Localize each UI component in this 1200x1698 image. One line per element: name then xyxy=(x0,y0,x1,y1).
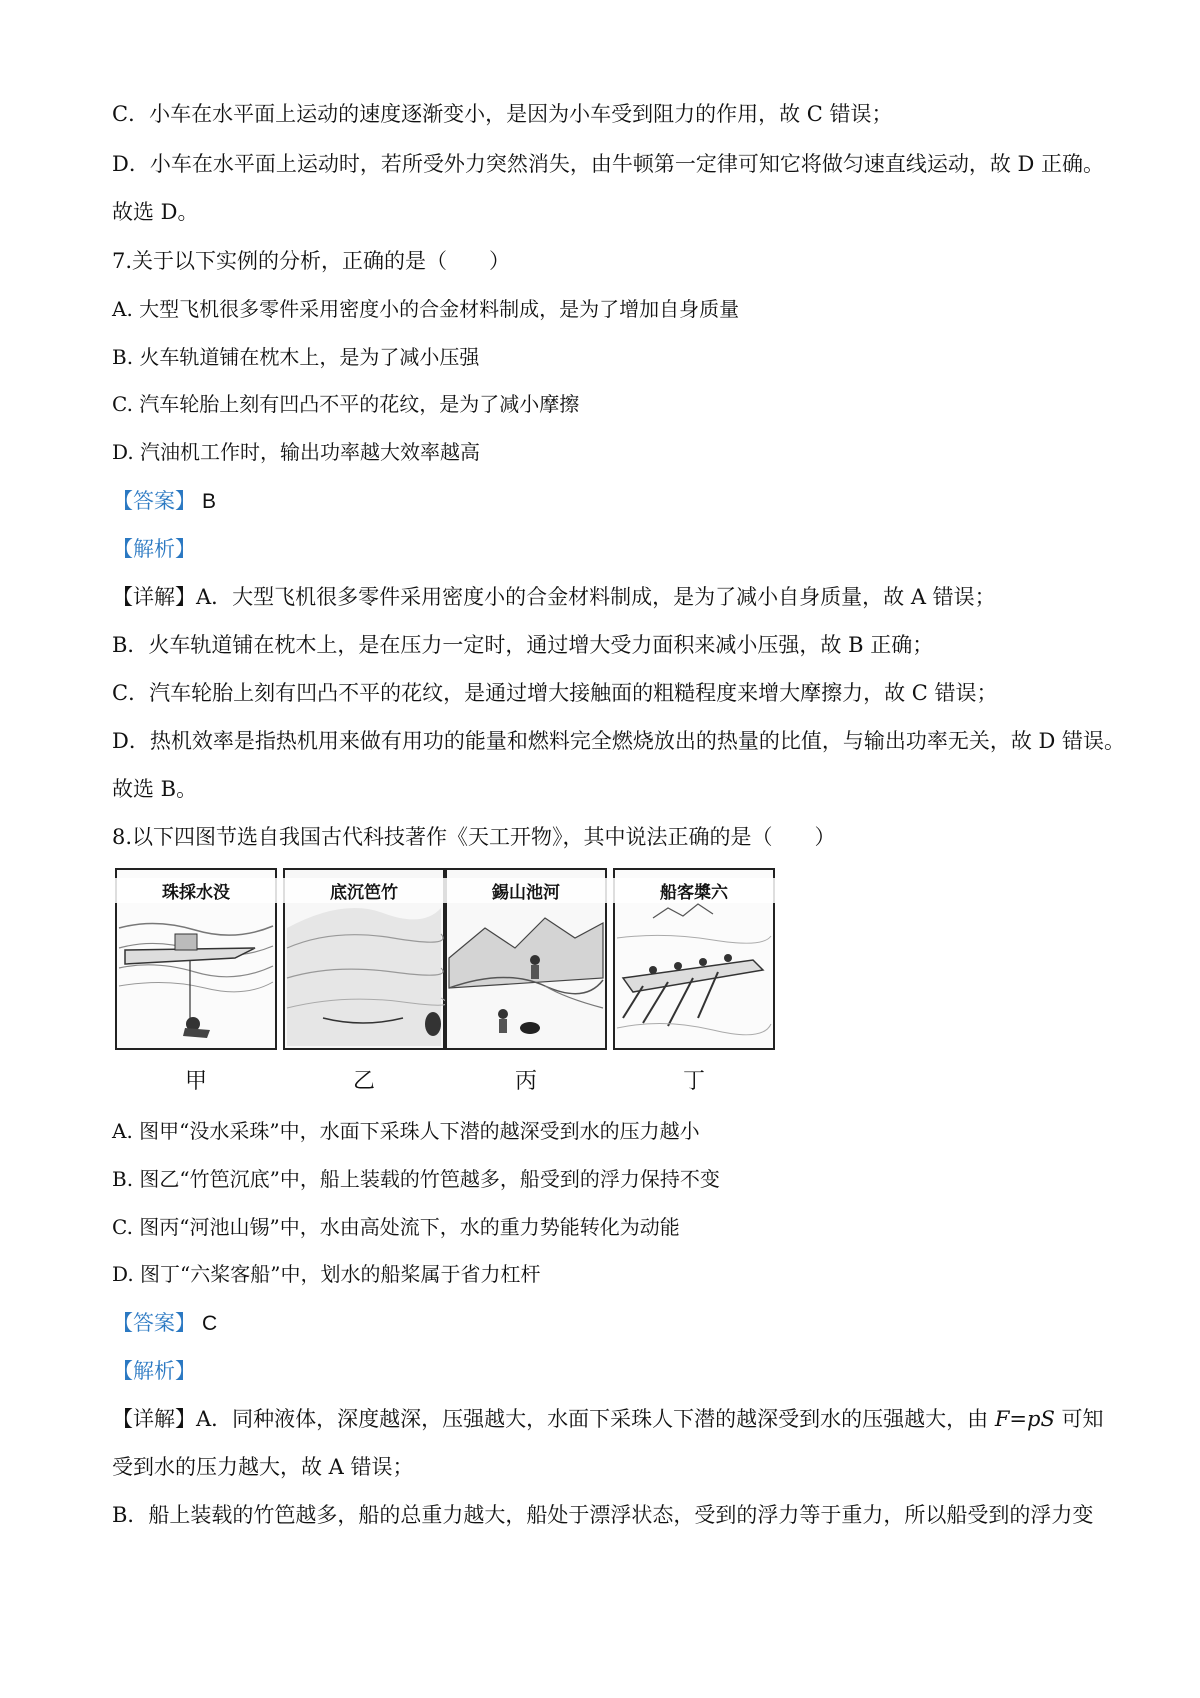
question-7-answer xyxy=(112,487,216,516)
detail-text: A．同种液体，深度越深，压强越大，水面下采珠人下潜的越深受到水的压强越大，由 xyxy=(196,1407,995,1431)
question-8-answer xyxy=(112,1309,217,1338)
question-7-option-d: D. 汽油机工作时，输出功率越大效率越高 xyxy=(112,440,481,464)
analysis-tag: 【解析】 xyxy=(112,537,196,561)
figure-label: 丙 xyxy=(514,1069,537,1094)
figure-panel-ding xyxy=(613,868,775,1094)
question-7-option-a: A. 大型飞机很多零件采用密度小的合金材料制成，是为了增加自身质量 xyxy=(112,297,740,321)
tiangong-kaiwu-figure xyxy=(115,868,815,1108)
question-7-detail-b: B．火车轨道铺在枕木上，是在压力一定时，通过增大受力面积来减小压强，故 B 正确； xyxy=(112,633,934,657)
detail-tag: 【详解】 xyxy=(112,1407,196,1431)
question-7-detail-c: C．汽车轮胎上刻有凹凸不平的花纹，是通过增大接触面的粗糙程度来增大摩擦力，故 C 错误； xyxy=(112,681,998,705)
question-8-option-c: C. 图丙“河池山锡”中，水由高处流下，水的重力势能转化为动能 xyxy=(112,1215,680,1239)
question-7-option-b: B. 火车轨道铺在枕木上，是为了减小压强 xyxy=(112,345,480,369)
figure-panel-bing xyxy=(445,868,607,1094)
text-line: 故选 D。 xyxy=(112,200,199,224)
answer-tag: 【答案】 xyxy=(112,489,196,513)
figure-panel-jia xyxy=(115,868,277,1094)
figure-panel-yi xyxy=(283,868,445,1094)
question-8-detail-a xyxy=(112,1405,1104,1433)
figure-label: 乙 xyxy=(352,1069,375,1094)
question-8-detail-b: B．船上装载的竹笆越多，船的总重力越大，船处于漂浮状态，受到的浮力等于重力，所以船受到的浮力变 xyxy=(112,1503,1094,1527)
answer-value: B xyxy=(202,490,217,513)
question-7-detail-a xyxy=(112,583,996,611)
question-8-detail-a-cont: 受到水的压力越大，故 A 错误； xyxy=(112,1455,414,1479)
detail-text: A．大型飞机很多零件采用密度小的合金材料制成，是为了减小自身质量，故 A 错误； xyxy=(196,585,996,609)
question-7-conclusion: 故选 B。 xyxy=(112,777,198,801)
figure-title: 船客槳六 xyxy=(613,878,775,903)
text-line: C．小车在水平面上运动的速度逐渐变小，是因为小车受到阻力的作用，故 C 错误； xyxy=(112,102,893,126)
question-8-stem: 8.以下四图节选自我国古代科技著作《天工开物》，其中说法正确的是（ ） xyxy=(112,825,836,849)
figure-label: 丁 xyxy=(682,1069,705,1094)
figure-label: 甲 xyxy=(184,1069,207,1094)
question-7-stem: 7.关于以下实例的分析，正确的是（ ） xyxy=(112,249,511,273)
question-8-option-a: A. 图甲“没水采珠”中，水面下采珠人下潜的越深受到水的压力越小 xyxy=(112,1119,700,1143)
question-7-detail-d: D．热机效率是指热机用来做有用功的能量和燃料完全燃烧放出的热量的比值，与输出功率无关，故 D 错误。 xyxy=(112,729,1126,753)
figure-title: 底沉笆竹 xyxy=(283,878,445,903)
answer-tag: 【答案】 xyxy=(112,1311,196,1335)
formula: F=pS xyxy=(994,1407,1055,1431)
answer-value: C xyxy=(202,1312,218,1335)
question-8-option-b: B. 图乙“竹笆沉底”中，船上装载的竹笆越多，船受到的浮力保持不变 xyxy=(112,1167,720,1191)
figure-title: 錫山池河 xyxy=(445,878,607,903)
figure-title: 珠採水没 xyxy=(115,878,277,903)
analysis-tag: 【解析】 xyxy=(112,1359,196,1383)
detail-text: 可知 xyxy=(1054,1407,1104,1431)
detail-tag: 【详解】 xyxy=(112,585,196,609)
question-7-option-c: C. 汽车轮胎上刻有凹凸不平的花纹，是为了减小摩擦 xyxy=(112,392,580,416)
text-line: D．小车在水平面上运动时，若所受外力突然消失，由牛顿第一定律可知它将做匀速直线运动，故 D 正确。 xyxy=(112,152,1105,176)
question-8-option-d: D. 图丁“六桨客船”中，划水的船桨属于省力杠杆 xyxy=(112,1262,541,1286)
